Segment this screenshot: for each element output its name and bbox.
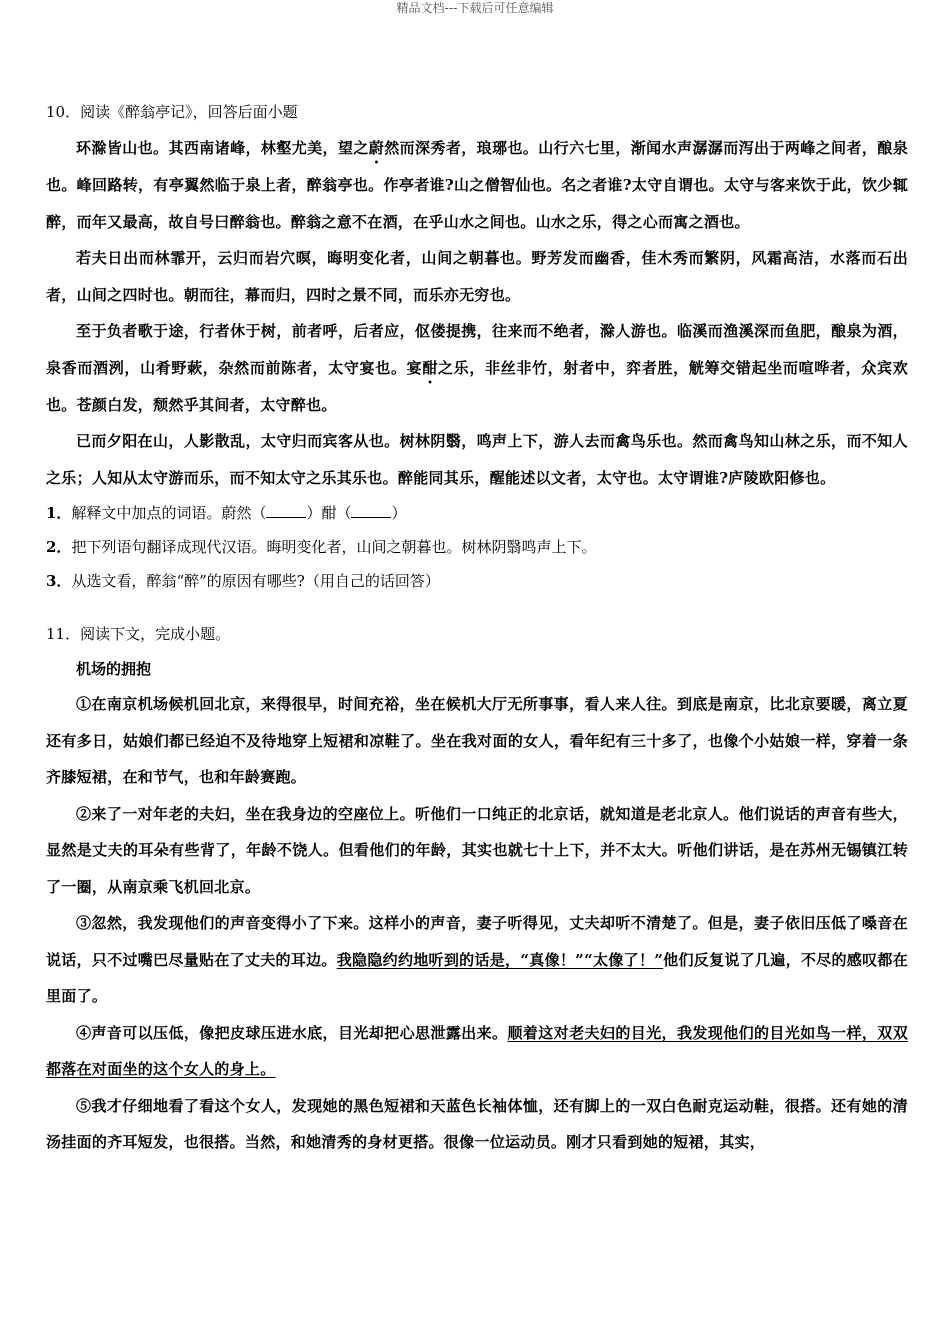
dotted-word-wei: 蔚: [368, 139, 385, 157]
sub3-text: 从选文看，醉翁“醉”的原因有哪些?（用自己的话回答）: [71, 572, 440, 590]
q11-paragraph-2: ②来了一对年老的夫妇，坐在我身边的空座位上。听他们一口纯正的北京话，就知道是老北京人。他们说话的声音有些大，显然是丈夫的耳朵有些背了，年龄不饶人。但看他们的年龄，其实也就七十上下，并不太大。听他们讲话，是在苏州无锡镇江转了一圈，从南京乘飞机回北京。: [46, 804, 908, 896]
sub1-text-c: ）: [391, 504, 407, 522]
q11-paragraph-5: ⑤我才仔细地看了看这个女人，发现她的黑色短裙和天蓝色长袖体恤，还有脚上的一双白色耐克运动鞋，很搭。还有她的清汤挂面的齐耳短发，也很搭。当然，和她清秀的身材更搭。很像一位运动员。刚才只看到她的短裙，其实，: [46, 1096, 908, 1151]
q11-p3-text-a: ③忽然，我发现他们的声音变得小了下来。这样小的声音，妻子听得见，丈夫却听不清楚了。但是，妻子依旧压低了嗓音在说话，只不过嘴巴尽量贴在了丈夫的耳边。: [46, 914, 908, 969]
question-10-title: 10．阅读《醉翁亭记》，回答后面小题: [46, 103, 298, 121]
q11-paragraph-1: ①在南京机场候机回北京，来得很早，时间充裕，坐在候机大厅无所事事，看人来人往。到底是南京，比北京要暖，离立夏还有多日，姑娘们都已经迫不及待地穿上短裙和凉鞋了。坐在我对面的女人，看年纪有三十多了，也像个小姑娘一样，穿着一条齐膝短裙，在和节气，也和年龄赛跑。: [46, 695, 908, 786]
q10-p1-text-b: 然而深秀者，琅琊也。山行六七里，渐闻水声潺潺而泻出于两峰之间者，酿泉也。峰回路转，有亭翼然临于泉上者，醉翁亭也。作亭者谁?山之僧智仙也。名之者谁?太守自谓也。太守与客来饮于此，饮少辄醉，而年又最高，故自号曰醉翁也。醉翁之意不在酒，在乎山水之间也。山水之乐，得之心而寓之酒也。: [46, 139, 908, 231]
q11-p3-text-b: 他们反复说了几遍，不尽的感叹都在里面了。: [46, 950, 908, 1005]
q11-paragraph-4: [46, 1015, 908, 1088]
underlined-sentence-1: 我隐隐约约地听到的话是，“真像！”“太像了！”: [336, 950, 664, 969]
answer-blank-1[interactable]: [266, 503, 306, 518]
page-header: 精品文档---下载后可任意编辑: [396, 1, 554, 15]
q10-p3-text-b: 之乐，非丝非竹，射者中，弈者胜，觥筹交错起坐而喧哗者，众宾欢也。苍颜白发，颓然乎其间者，太守醉也。: [46, 358, 908, 414]
q10-p1-text-a: 环滁皆山也。其西南诸峰，林壑尤美，望之: [76, 139, 369, 157]
q10-paragraph-2: 若夫日出而林霏开，云归而岩穴暝，晦明变化者，山间之朝暮也。野芳发而幽香，佳木秀而繁阴，风霜高洁，水落而石出者，山间之四时也。朝而往，幕而归，四时之景不同，而乐亦无穷也。: [46, 249, 908, 304]
dotted-word-han: 酣: [422, 358, 438, 377]
sub1-text-a: 解释文中加点的词语。蔚然（: [71, 504, 267, 522]
q10-p3-text-a: 至于负者歌于途，行者休于树，前者呼，后者应，伛偻提携，往来而不绝者，滁人游也。临溪而渔溪深而鱼肥，酿泉为酒，泉香而酒洌，山肴野蔌，杂然而前陈者，太守宴也。宴: [46, 322, 908, 377]
question-10: [46, 100, 908, 598]
sub2-text: 把下列语句翻译成现代汉语。晦明变化者，山间之朝暮也。树林阴翳鸣声上下。: [71, 538, 597, 556]
sub2-number: 2．: [46, 538, 72, 556]
answer-blank-2[interactable]: [351, 503, 391, 518]
question-11-title: 11．阅读下文，完成小题。: [46, 625, 231, 643]
sub3-number: 3．: [46, 572, 72, 590]
q10-subquestion-1: [46, 496, 908, 530]
sub1-text-b: ）酣（: [306, 504, 352, 522]
sub1-number: 1．: [46, 504, 72, 522]
question-11: [46, 622, 908, 1161]
q10-paragraph-4: 已而夕阳在山，人影散乱，太守归而宾客从也。树林阴翳，鸣声上下，游人去而禽鸟乐也。然而禽鸟知山林之乐，而不知人之乐；人知从太守游而乐，而不知太守之乐其乐也。醉能同其乐，醒能述以文者，太守也。太守谓谁?庐陵欧阳修也。: [46, 432, 908, 487]
q10-subquestion-2: [46, 530, 908, 564]
q10-subquestion-3: [46, 564, 908, 598]
document-body: [46, 100, 908, 1161]
article-title: 机场的拥抱: [76, 660, 152, 678]
q10-paragraph-1: [46, 130, 908, 240]
q11-paragraph-3: [46, 905, 908, 1015]
q10-paragraph-3: [46, 313, 908, 423]
q11-p4-text-a: ④声音可以压低，像把皮球压进水底，目光却把心思泄露出来。: [76, 1023, 508, 1042]
section-gap: [46, 598, 908, 622]
underlined-sentence-2: 顺着这对老夫妇的目光，我发现他们的目光如鸟一样，双双都落在对面坐的这个女人的身上。: [46, 1023, 908, 1078]
